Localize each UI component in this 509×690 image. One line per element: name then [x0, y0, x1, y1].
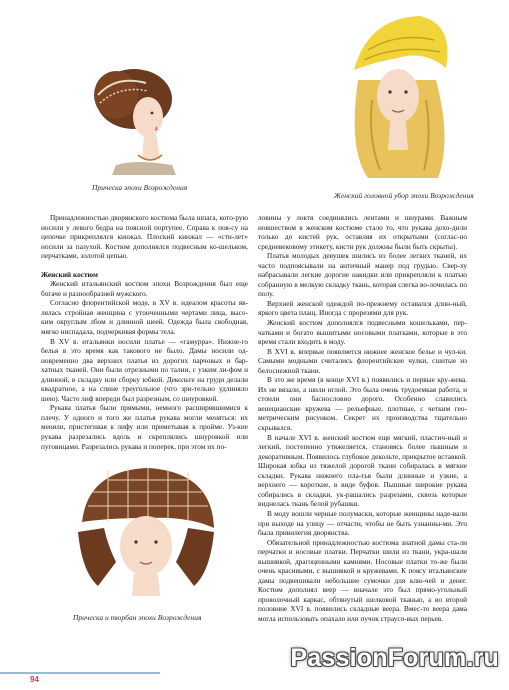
watermark: PassionForum.ru: [290, 644, 499, 672]
page-rule: [0, 672, 160, 674]
paragraph: В моду вошли черные полумаски, которые женщины наде-вали при выходе на улицу — отчасти, чтобы не быть узнанны-ми. Это была привилегия дворянства.: [258, 508, 467, 538]
illustration-headdress: [328, 10, 468, 180]
paragraph: Платья молодых девушек шились из более легких тканей, их часто подпоясывали на античный манер под грудью. Свер-ху набрасывали легкие дорогие накидки или прикрепляли к платью собранную в мелкую складку ткань, которая слегка во-лочилась по полу.: [258, 251, 467, 299]
caption-hairstyle: Прическа эпохи Возрождения: [92, 183, 188, 192]
illustration-hairstyle: [76, 55, 196, 175]
caption-turban: Прическа и тюрбан эпохи Возрождения: [73, 613, 202, 622]
illustration-turban: [68, 462, 224, 602]
left-text-column: [41, 213, 248, 451]
paragraph: В это же время (в конце XVI в.) появились и первые кру-жева. Их не вязали, а шили иглой. Это была очень трудоемкая работа, и стоили они баснословно дорого. Особенно славились венецианские кружева — рельефные, плотные, с четким гео-метрическим рисунком. Секрет их производства тщательно скрывался.: [258, 375, 467, 433]
paragraph: Женский костюм дополнялся подвесными кошельками, пер-чатками и богато вышитыми носовыми платками, которые в это время стали входить в моду.: [258, 318, 467, 347]
paragraph: Рукава платья были прямыми, немного расширявшимися к плечу. У одного и того же платья рукава могли меняться: их меняли, пристегивая к лифу или приметывая к пройме. Уз-кие рукава разрезались вдоль и скреплялись шнуровкой или пуговицами. Разрезались рукава и поперек, при этом их по-: [41, 403, 248, 451]
right-text-column: [258, 213, 467, 624]
paragraph: В XV в. итальянки носили платье — «гамурра». Нижне-го белья в это время как такового не было. Дамы носили од-новременно два верхних платья из дорогих парчовых и бар-хатных тканей. Они были отрезными по талии, с узким ли-фом и длинной, в складку или сборку юбкой. Декольте на груди делали квадратное, а на спине треугольное (что зри-тельно удлиняло шею). Часто лиф впереди был разрезным, со шнуровкой.: [41, 336, 248, 403]
paragraph: Женский итальянский костюм эпохи Возрождения был еще богаче и разнообразней мужского.: [41, 279, 248, 298]
paragraph: Согласно флорентийской моде, в XV в. идеалом красоты яв-лялась стройная женщина с утонченными чертами лица, высо-ким округлым лбом и длинной шеей. Одежда была свободная, мягко ниспадала, подчеркивая формы тела.: [41, 298, 248, 337]
section-heading: Женский костюм: [41, 269, 98, 279]
paragraph: Принадлежностью дворянского костюма была шпага, кото-рую носили у левого бедра на поясной портупее. Справа к поя-су на цепочке прикреплялся кинжал. Плоский кинжал — «сти-лет» носили за пазухой. Костюм дополнялся подвесным ко-шельком, перчатками, золотой цепью.: [41, 213, 248, 261]
paragraph: Обязательной принадлежностью костюма знатной дамы ста-ли перчатки и носовые платки. Перчатки шили из ткани, укра-шали вышивкой, драгоценными камнями. Носовые платки то-же были очень красивыми, с вышивкой и кружевами. К поясу итальянские дамы подвешивали небольшие сумочки для клю-чей и денег. Костюм дополнял веер — вначале это был прямо-угольный проволочный каркас, обтянутый шелковой тканью, а во второй половине XVI в. появились складные веера. Вмес-то веера дама могла использовать опахало или пучок страусо-вых перьев.: [258, 537, 467, 623]
paragraph: Верхней женской одеждой по-прежнему оставался длин-ный, яркого цвета плащ. Иногда с прорезями для рук.: [258, 298, 467, 318]
caption-headdress: Женский головной убор эпохи Возрождения: [334, 191, 474, 200]
page-number: 94: [30, 675, 39, 684]
paragraph: В начале XVI в. женский костюм еще мягкий, пластич-ный и легкий, постепенно утяжеляется, становясь более пышным и декоративным. Появилось глубокое декольте, прикрытое вставкой. Широкая юбка из тяжелой дорогой ткани собиралась в мягкие складки. Рукава нижнего пла-тья были длинные и узкие, а верхнего — короткие, в виде буфов. Пышные широкие рукава собирались в складки, ук-рашались разрезами, сквозь которые виднелась ткань белой рубашки.: [258, 432, 467, 509]
paragraph: В XVI в. впервые появляется нижнее женское белье и чул-ки. Самыми модными считались флорентийские чулки, сшитые из белоснежной ткани.: [258, 346, 467, 375]
paragraph: ловины у локтя соединялись лентами и шнурами. Важным новшеством в женском костюме стало то, что рукава дохо-дили только до кистей рук, оставляя их открытыми (соглас-но средневековому этикету, кисти рук должны были быть скрыты).: [258, 213, 467, 251]
